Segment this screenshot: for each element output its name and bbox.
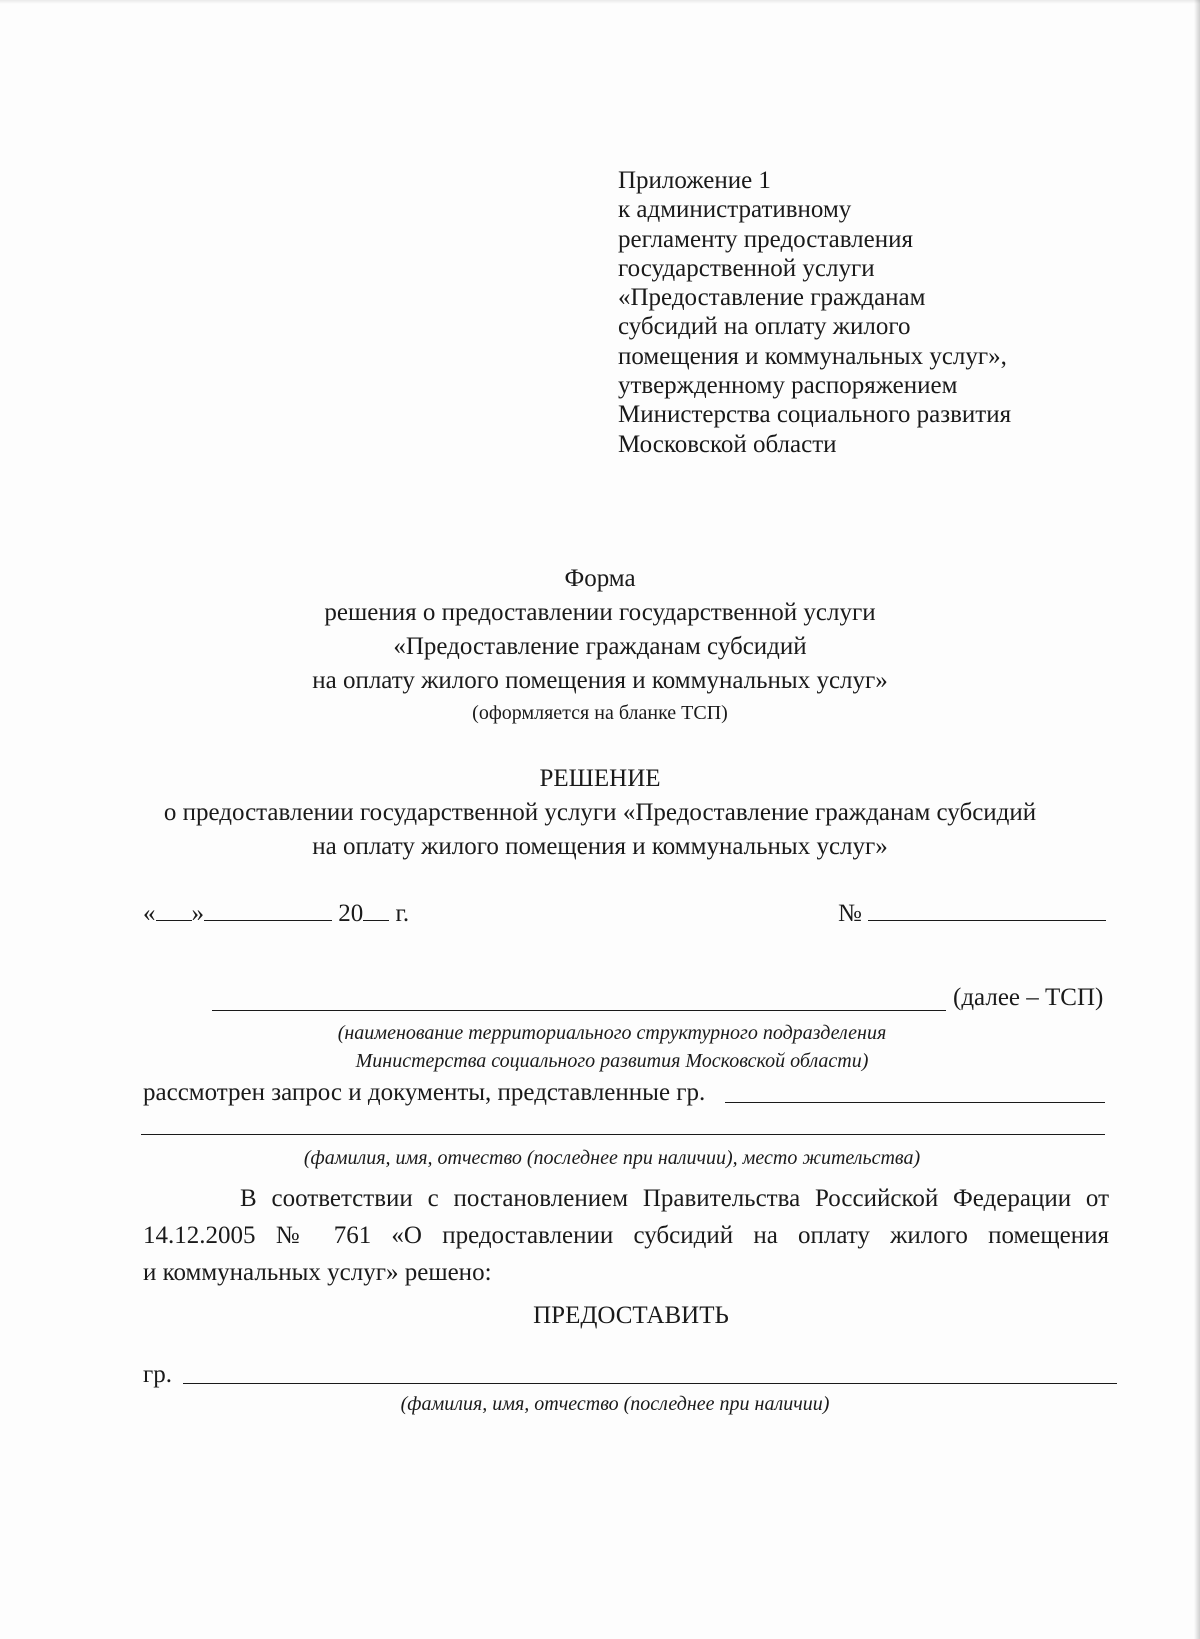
resolution-word: ПРЕДОСТАВИТЬ xyxy=(533,1302,729,1329)
month-field[interactable] xyxy=(204,898,332,921)
form-title-line: «Предоставление гражданам субсидий xyxy=(393,633,807,660)
number-row xyxy=(838,898,1106,928)
applicant-caption: (фамилия, имя, отчество (последнее при наличии), место жительства) xyxy=(303,1147,921,1169)
tsp-name-field[interactable] xyxy=(212,1010,946,1011)
applicant-text: рассмотрен запрос и документы, представленные гр. xyxy=(143,1079,706,1106)
form-title-block xyxy=(0,562,1200,728)
decision-title-block xyxy=(0,762,1200,864)
appendix-line: помещения и коммунальных услуг», xyxy=(618,342,1007,370)
basis-line: В соответствии с постановлением Правительства Российской Федерации от xyxy=(240,1185,1109,1212)
year-suffix: г. xyxy=(389,900,410,927)
decision-heading: РЕШЕНИЕ xyxy=(539,765,661,792)
number-label: № xyxy=(838,900,862,927)
scan-top-shadow xyxy=(0,0,1200,4)
appendix-line: регламенту предоставления xyxy=(618,225,914,253)
tsp-caption-line: Министерства социального развития Московской области) xyxy=(355,1050,869,1072)
appendix-line: государственной услуги xyxy=(618,254,875,282)
date-row xyxy=(143,898,409,928)
appendix-block xyxy=(618,166,1118,459)
date-close-quote: » xyxy=(191,900,204,927)
form-title-line: решения о предоставлении государственной услуги xyxy=(324,599,876,626)
citizen-prefix: гр. xyxy=(143,1361,173,1388)
basis-line: и коммунальных услуг» решено: xyxy=(143,1259,492,1286)
basis-line: 14.12.2005 № 761 «О предоставлении субсидий на оплату жилого помещения xyxy=(143,1222,1109,1249)
appendix-line: «Предоставление гражданам xyxy=(618,284,926,312)
appendix-line: утвержденному распоряжением xyxy=(618,372,958,400)
applicant-name-field[interactable] xyxy=(725,1102,1105,1103)
year-field[interactable] xyxy=(363,898,389,921)
appendix-line: Министерства социального развития xyxy=(618,401,1012,429)
decision-subtitle-line: о предоставлении государственной услуги «Предоставление гражданам субсидий xyxy=(163,799,1037,826)
applicant-address-field[interactable] xyxy=(141,1134,1105,1135)
appendix-line: Московской области xyxy=(618,430,837,458)
decision-number-field[interactable] xyxy=(868,898,1106,921)
form-title-line: Форма xyxy=(564,565,636,592)
form-title-line: на оплату жилого помещения и коммунальных услуг» xyxy=(312,667,888,694)
basis-paragraph xyxy=(143,1180,1109,1291)
year-prefix: 20 xyxy=(338,900,364,927)
decision-subtitle-line: на оплату жилого помещения и коммунальных услуг» xyxy=(312,833,888,860)
tsp-suffix: (далее – ТСП) xyxy=(953,984,1104,1011)
date-open-quote: « xyxy=(143,900,156,927)
citizen-caption: (фамилия, имя, отчество (последнее при наличии) xyxy=(400,1393,830,1415)
appendix-line: к административному xyxy=(618,196,852,224)
tsp-caption-line: (наименование территориального структурного подразделения xyxy=(337,1022,887,1044)
day-field[interactable] xyxy=(156,898,192,921)
appendix-line: субсидий на оплату жилого xyxy=(618,313,911,341)
citizen-name-field[interactable] xyxy=(183,1383,1117,1384)
form-note: (оформляется на бланке ТСП) xyxy=(472,702,728,724)
appendix-line: Приложение 1 xyxy=(618,167,771,194)
